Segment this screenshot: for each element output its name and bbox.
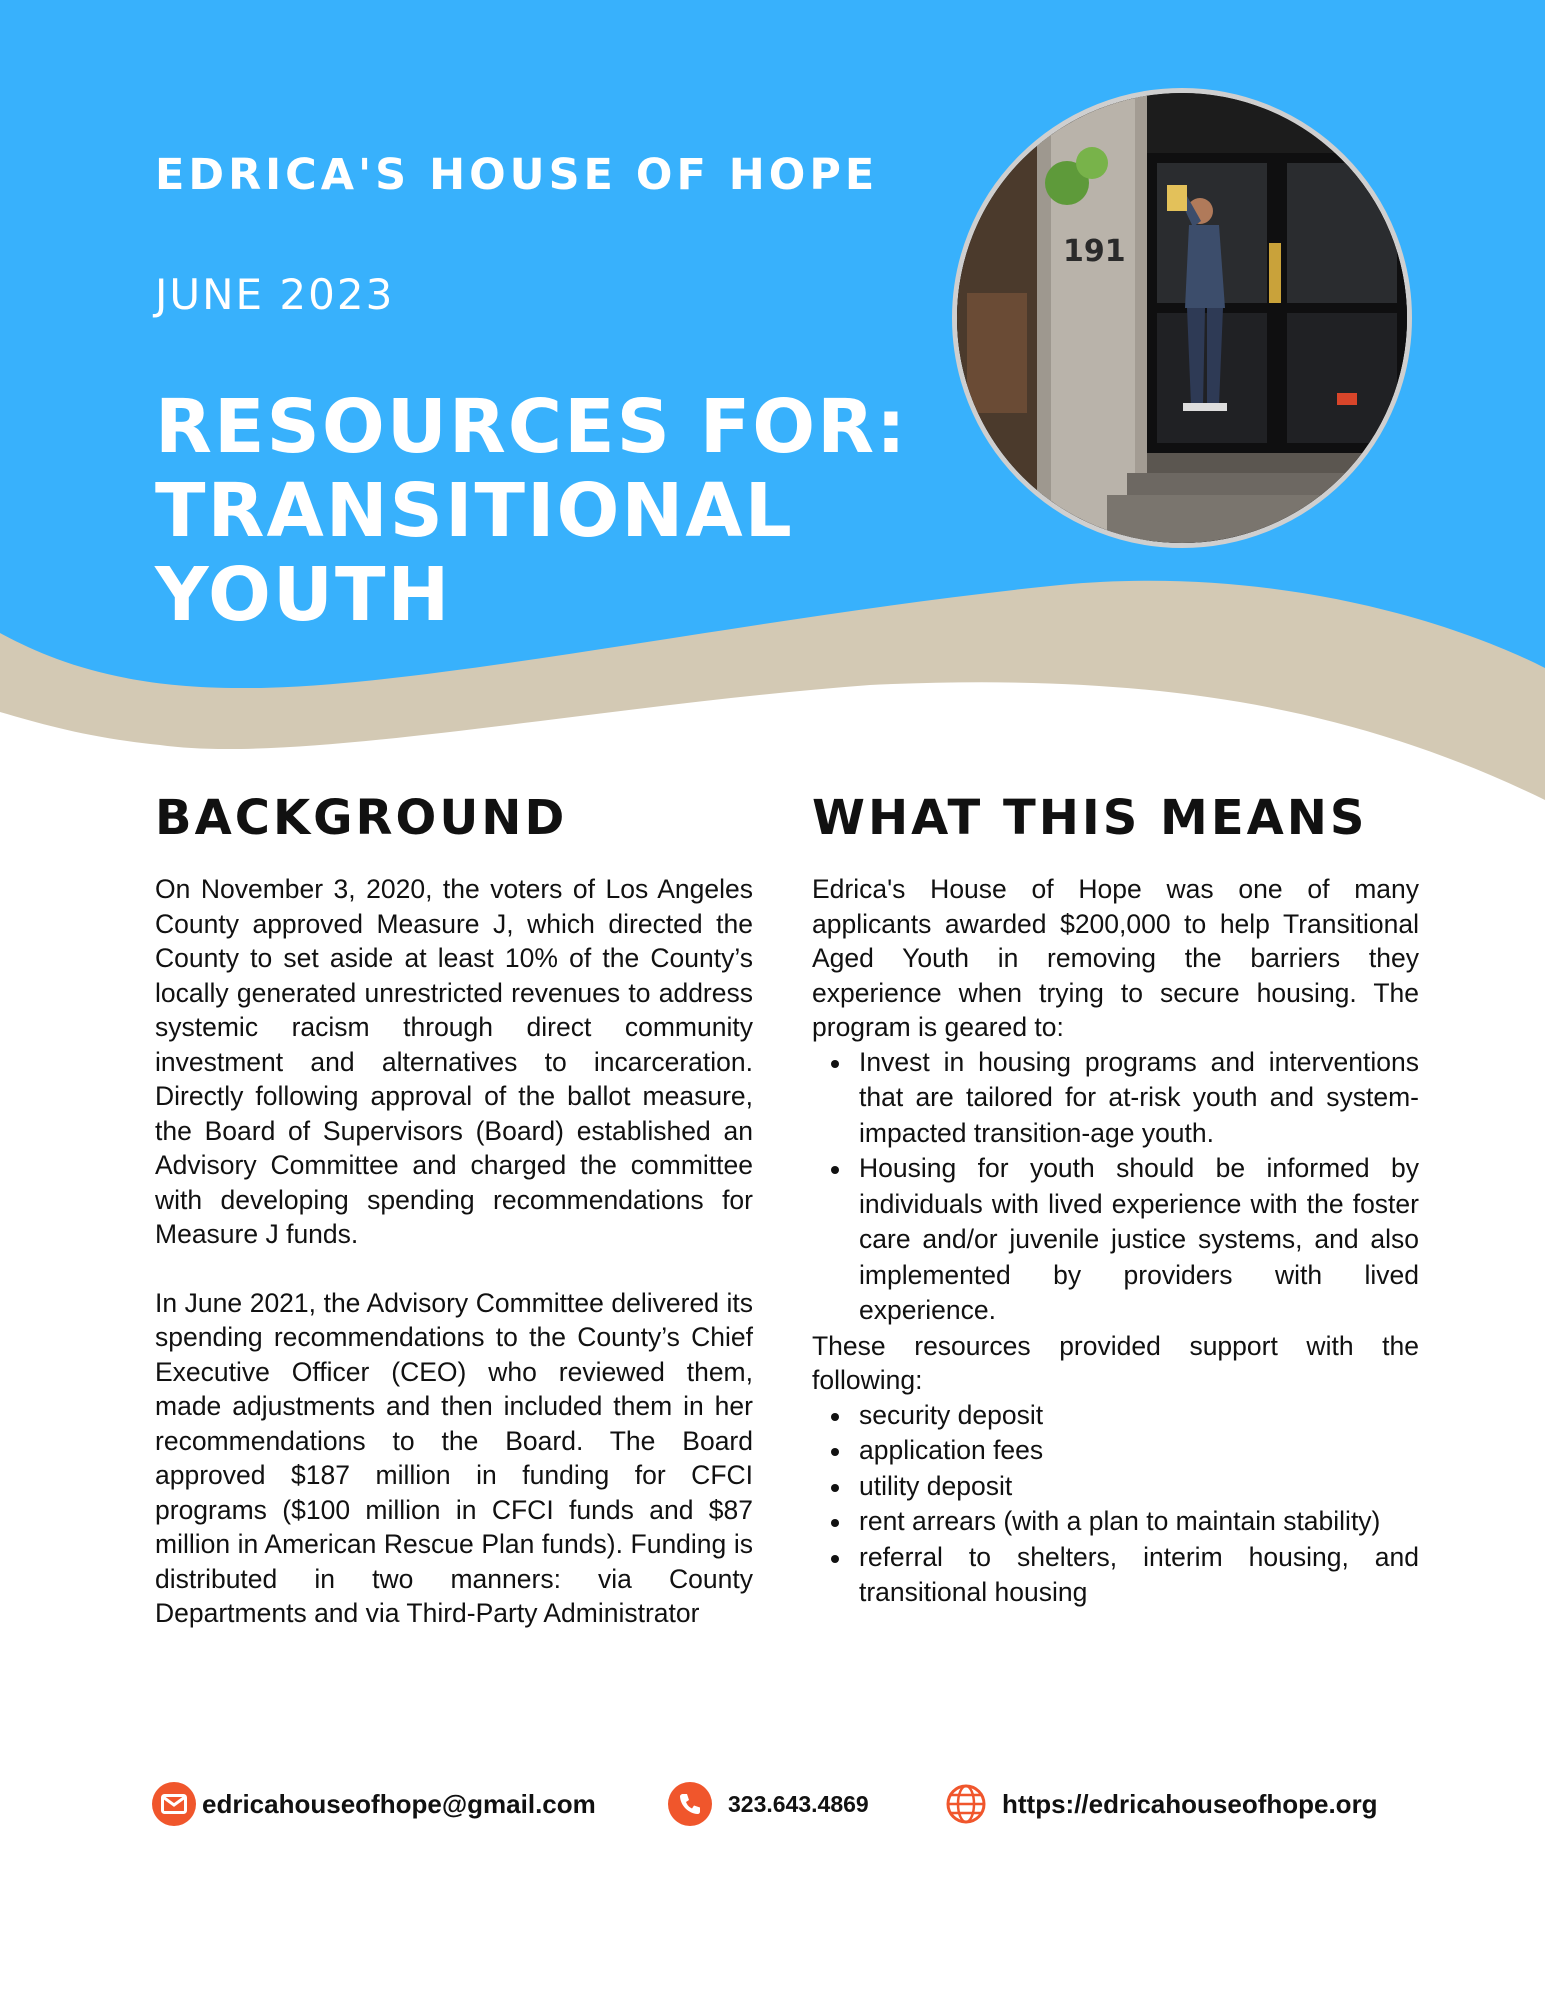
house-number: 191	[1063, 234, 1126, 269]
background-paragraph-1: On November 3, 2020, the voters of Los Angeles County approved Measure J, which directed the County to set aside at least 10% of the County’s locally generated unrestricted revenues to address systemic racism through direct community investment and alternatives to incarceration. Directly following approval of the ballot measure, the Board of Supervisors (Board) established an Advisory Committee and charged the committee with developing spending recommendations for Measure J funds.	[155, 874, 753, 1249]
contact-phone[interactable]	[668, 1782, 869, 1826]
background-section	[155, 790, 753, 1631]
program-intro: Edrica's House of Hope was one of many applicants awarded $200,000 to help Transitional Aged Youth in removing the barriers they experience when trying to secure housing. The program is geared to:	[812, 874, 1419, 1042]
contact-footer	[0, 1782, 1545, 1832]
support-list	[812, 1398, 1419, 1611]
support-intro: These resources provided support with the following:	[812, 1330, 1419, 1395]
list-item: utility deposit	[859, 1469, 1419, 1505]
list-item: rent arrears (with a plan to maintain stability)	[859, 1504, 1419, 1540]
title-line-3: YOUTH	[155, 552, 452, 638]
website-link[interactable]: https://edricahouseofhope.org	[1002, 1788, 1378, 1819]
what-this-means-heading: WHAT THIS MEANS	[812, 790, 1368, 846]
globe-icon	[944, 1782, 988, 1826]
contact-website[interactable]	[944, 1782, 1378, 1826]
background-paragraph-2: In June 2021, the Advisory Committee delivered its spending recommendations to the County’s Chief Executive Officer (CEO) who reviewed them, made adjustments and then included them in her recommendations to the Board. The Board approved $187 million in funding for CFCI programs ($100 million in CFCI funds and $87 million in American Rescue Plan funds). Funding is distributed in two manners: via County Departments and via Third-Party Administrator	[155, 1287, 753, 1628]
issue-date: JUNE 2023	[155, 270, 395, 319]
phone-icon	[668, 1782, 712, 1826]
org-name: EDRICA'S HOUSE OF HOPE	[155, 150, 879, 200]
list-item: Invest in housing programs and interventions that are tailored for at-risk youth and system-impacted transition-age youth.	[859, 1045, 1419, 1152]
hero-banner	[0, 0, 1545, 800]
list-item: referral to shelters, interim housing, and transitional housing	[859, 1540, 1419, 1611]
background-heading: BACKGROUND	[155, 790, 568, 846]
email-link[interactable]: edricahouseofhope@gmail.com	[202, 1788, 596, 1819]
title-line-1: RESOURCES FOR:	[155, 384, 908, 470]
title-line-2: TRANSITIONAL	[155, 468, 794, 554]
photo-illustration	[957, 93, 1407, 543]
phone-link[interactable]: 323.643.4869	[728, 1790, 869, 1817]
list-item: application fees	[859, 1433, 1419, 1469]
program-goals-list	[812, 1045, 1419, 1329]
list-item: security deposit	[859, 1398, 1419, 1434]
contact-email[interactable]	[152, 1782, 596, 1826]
list-item: Housing for youth should be informed by individuals with lived experience with the foster care and/or juvenile justice systems, and also implemented by providers with lived experience.	[859, 1151, 1419, 1329]
page-title	[155, 385, 908, 637]
what-this-means-section	[812, 790, 1419, 1611]
header-photo	[952, 88, 1412, 548]
email-icon	[152, 1782, 196, 1826]
